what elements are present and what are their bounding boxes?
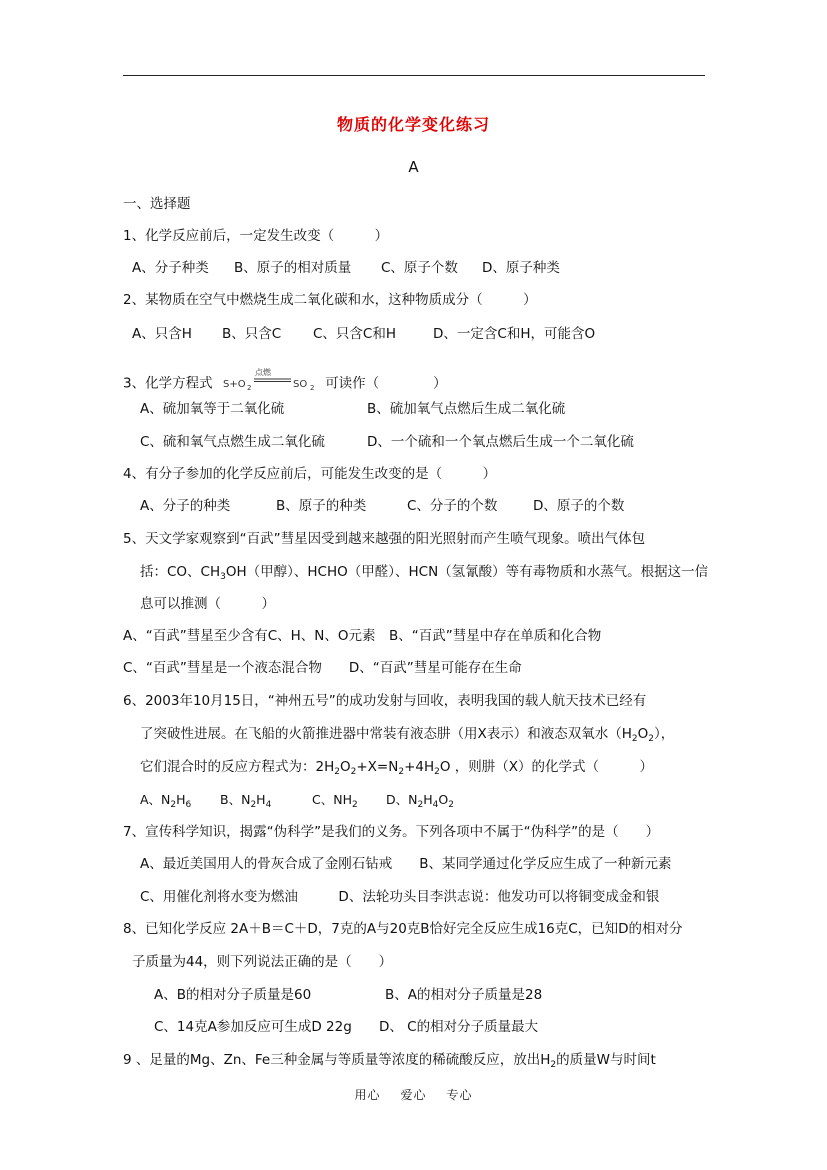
question-5-line-2: 括：CO、$CH_3OH$（甲醇）、HCHO（甲醛）、HCN（氢氰酸）等有毒物质和水蒸气。根据这一信 [140, 564, 709, 582]
question-8-option-c: C、14克A参加反应可生成D 22g [154, 1019, 352, 1035]
option-c: C、原子个数 [381, 260, 458, 276]
option-c: C、分子的个数 [407, 498, 498, 514]
equation-left: S+O [222, 379, 246, 390]
equation-image [221, 367, 317, 400]
option-c: C、$NH_2$ [312, 792, 358, 810]
option-b: B、$N_2H_4$ [220, 792, 272, 810]
svg-text:2: 2 [309, 384, 315, 392]
page-title: 物质的化学变化练习 [336, 115, 490, 134]
question-7-options-cd: C、用催化剂将水变为燃油 D、法轮功头目李洪志说：他发功可以将铜变成金和银 [140, 889, 660, 905]
option-a: A、分子的种类 [140, 498, 231, 514]
question-3-option-d: D、一个硫和一个氧点燃后生成一个二氧化硫 [367, 434, 634, 450]
page-footer: 用心 爱心 专心 [354, 1088, 473, 1102]
question-2-options [132, 325, 595, 343]
question-2: 2、某物质在空气中燃烧生成二氧化碳和水，这种物质成分（ ） [123, 292, 537, 308]
question-8-option-d: D、 C的相对分子质量最大 [379, 1019, 539, 1035]
question-5-line-1: 5、天文学家观察到“百武”彗星因受到越来越强的阳光照射而产生喷气现象。喷出气体包 [123, 531, 646, 547]
question-3-option-c: C、硫和氧气点燃生成二氧化硫 [140, 434, 325, 450]
page-subtitle: A [408, 158, 419, 176]
question-4: 4、有分子参加的化学反应前后，可能发生改变的是（ ） [123, 466, 497, 482]
question-5-line-3: 息可以推测（ ） [140, 596, 275, 612]
question-1: 1、化学反应前后，一定发生改变（ ） [123, 228, 389, 244]
question-8-line-2: 子质量为44，则下列说法正确的是（ ） [132, 954, 393, 970]
option-d: D、一定含C和H，可能含O [433, 326, 596, 342]
option-a: A、$N_2H_6$ [140, 792, 192, 810]
option-b: B、原子的相对质量 [234, 260, 352, 276]
question-9: 9 、足量的Mg、Zn、Fe三种金属与等质量等浓度的稀硫酸反应，放出$H_2$的质量W与时间t [123, 1052, 656, 1070]
option-d: D、原子的个数 [533, 498, 625, 514]
question-6-line-3: 它们混合时的反应方程式为：$2H_2O_2+X=N_2+4H_2O$ ，则肼（X）的化学式（ ） [140, 759, 654, 777]
question-8-line-1: 8、已知化学反应 2A＋B＝C＋D，7克的A与20克B恰好完全反应生成16克C，已知D的相对分 [123, 921, 683, 937]
header-rule [123, 75, 705, 76]
question-3: 3、化学方程式 点燃 S+O 2 SO 2 可读作（ ） [123, 367, 447, 400]
equation-right: SO [292, 379, 308, 390]
question-8-option-a: A、B的相对分子质量是60 [154, 987, 312, 1003]
question-7: 7、宣传科学知识，揭露“伪科学”是我们的义务。下列各项中不属于“伪科学”的是（ ） [123, 824, 660, 840]
option-a: A、分子种类 [132, 260, 209, 276]
option-d: D、$N_2H_4O_2$ [386, 792, 454, 810]
option-d: D、原子种类 [482, 260, 560, 276]
question-8-option-b: B、A的相对分子质量是28 [385, 987, 543, 1003]
option-b: B、原子的种类 [276, 498, 367, 514]
question-1-options [132, 259, 560, 277]
option-a: A、只含H [132, 326, 192, 342]
option-c: C、只含C和H [313, 326, 397, 342]
section-heading: 一、选择题 [123, 196, 191, 212]
question-6-line-1: 6、2003年10月15日，“神州五号”的成功发射与回收，表明我国的载人航天技术已经有 [123, 693, 647, 709]
question-7-options-ab: A、最近美国用人的骨灰合成了金刚石钻戒 B、某同学通过化学反应生成了一种新元素 [140, 856, 672, 872]
question-4-options [140, 497, 624, 515]
question-5-options-cd: C、“百武”彗星是一个液态混合物 D、“百武”彗星可能存在生命 [123, 660, 522, 676]
question-3-option-a: A、硫加氧等于二氧化硫 [140, 401, 285, 417]
question-6-options [140, 791, 454, 809]
option-b: B、只含C [222, 326, 282, 342]
question-3-option-b: B、硫加氧气点燃后生成二氧化硫 [367, 401, 566, 417]
svg-text:2: 2 [246, 384, 252, 392]
equation-condition: 点燃 [254, 368, 271, 377]
question-5-options-ab: A、“百武”彗星至少含有C、H、N、O元素 B、“百武”彗星中存在单质和化合物 [123, 628, 602, 644]
question-6-line-2: 了突破性进展。在飞船的火箭推进器中常装有液态肼（用X表示）和液态双氧水$(H_2O_2)$， [140, 726, 675, 744]
